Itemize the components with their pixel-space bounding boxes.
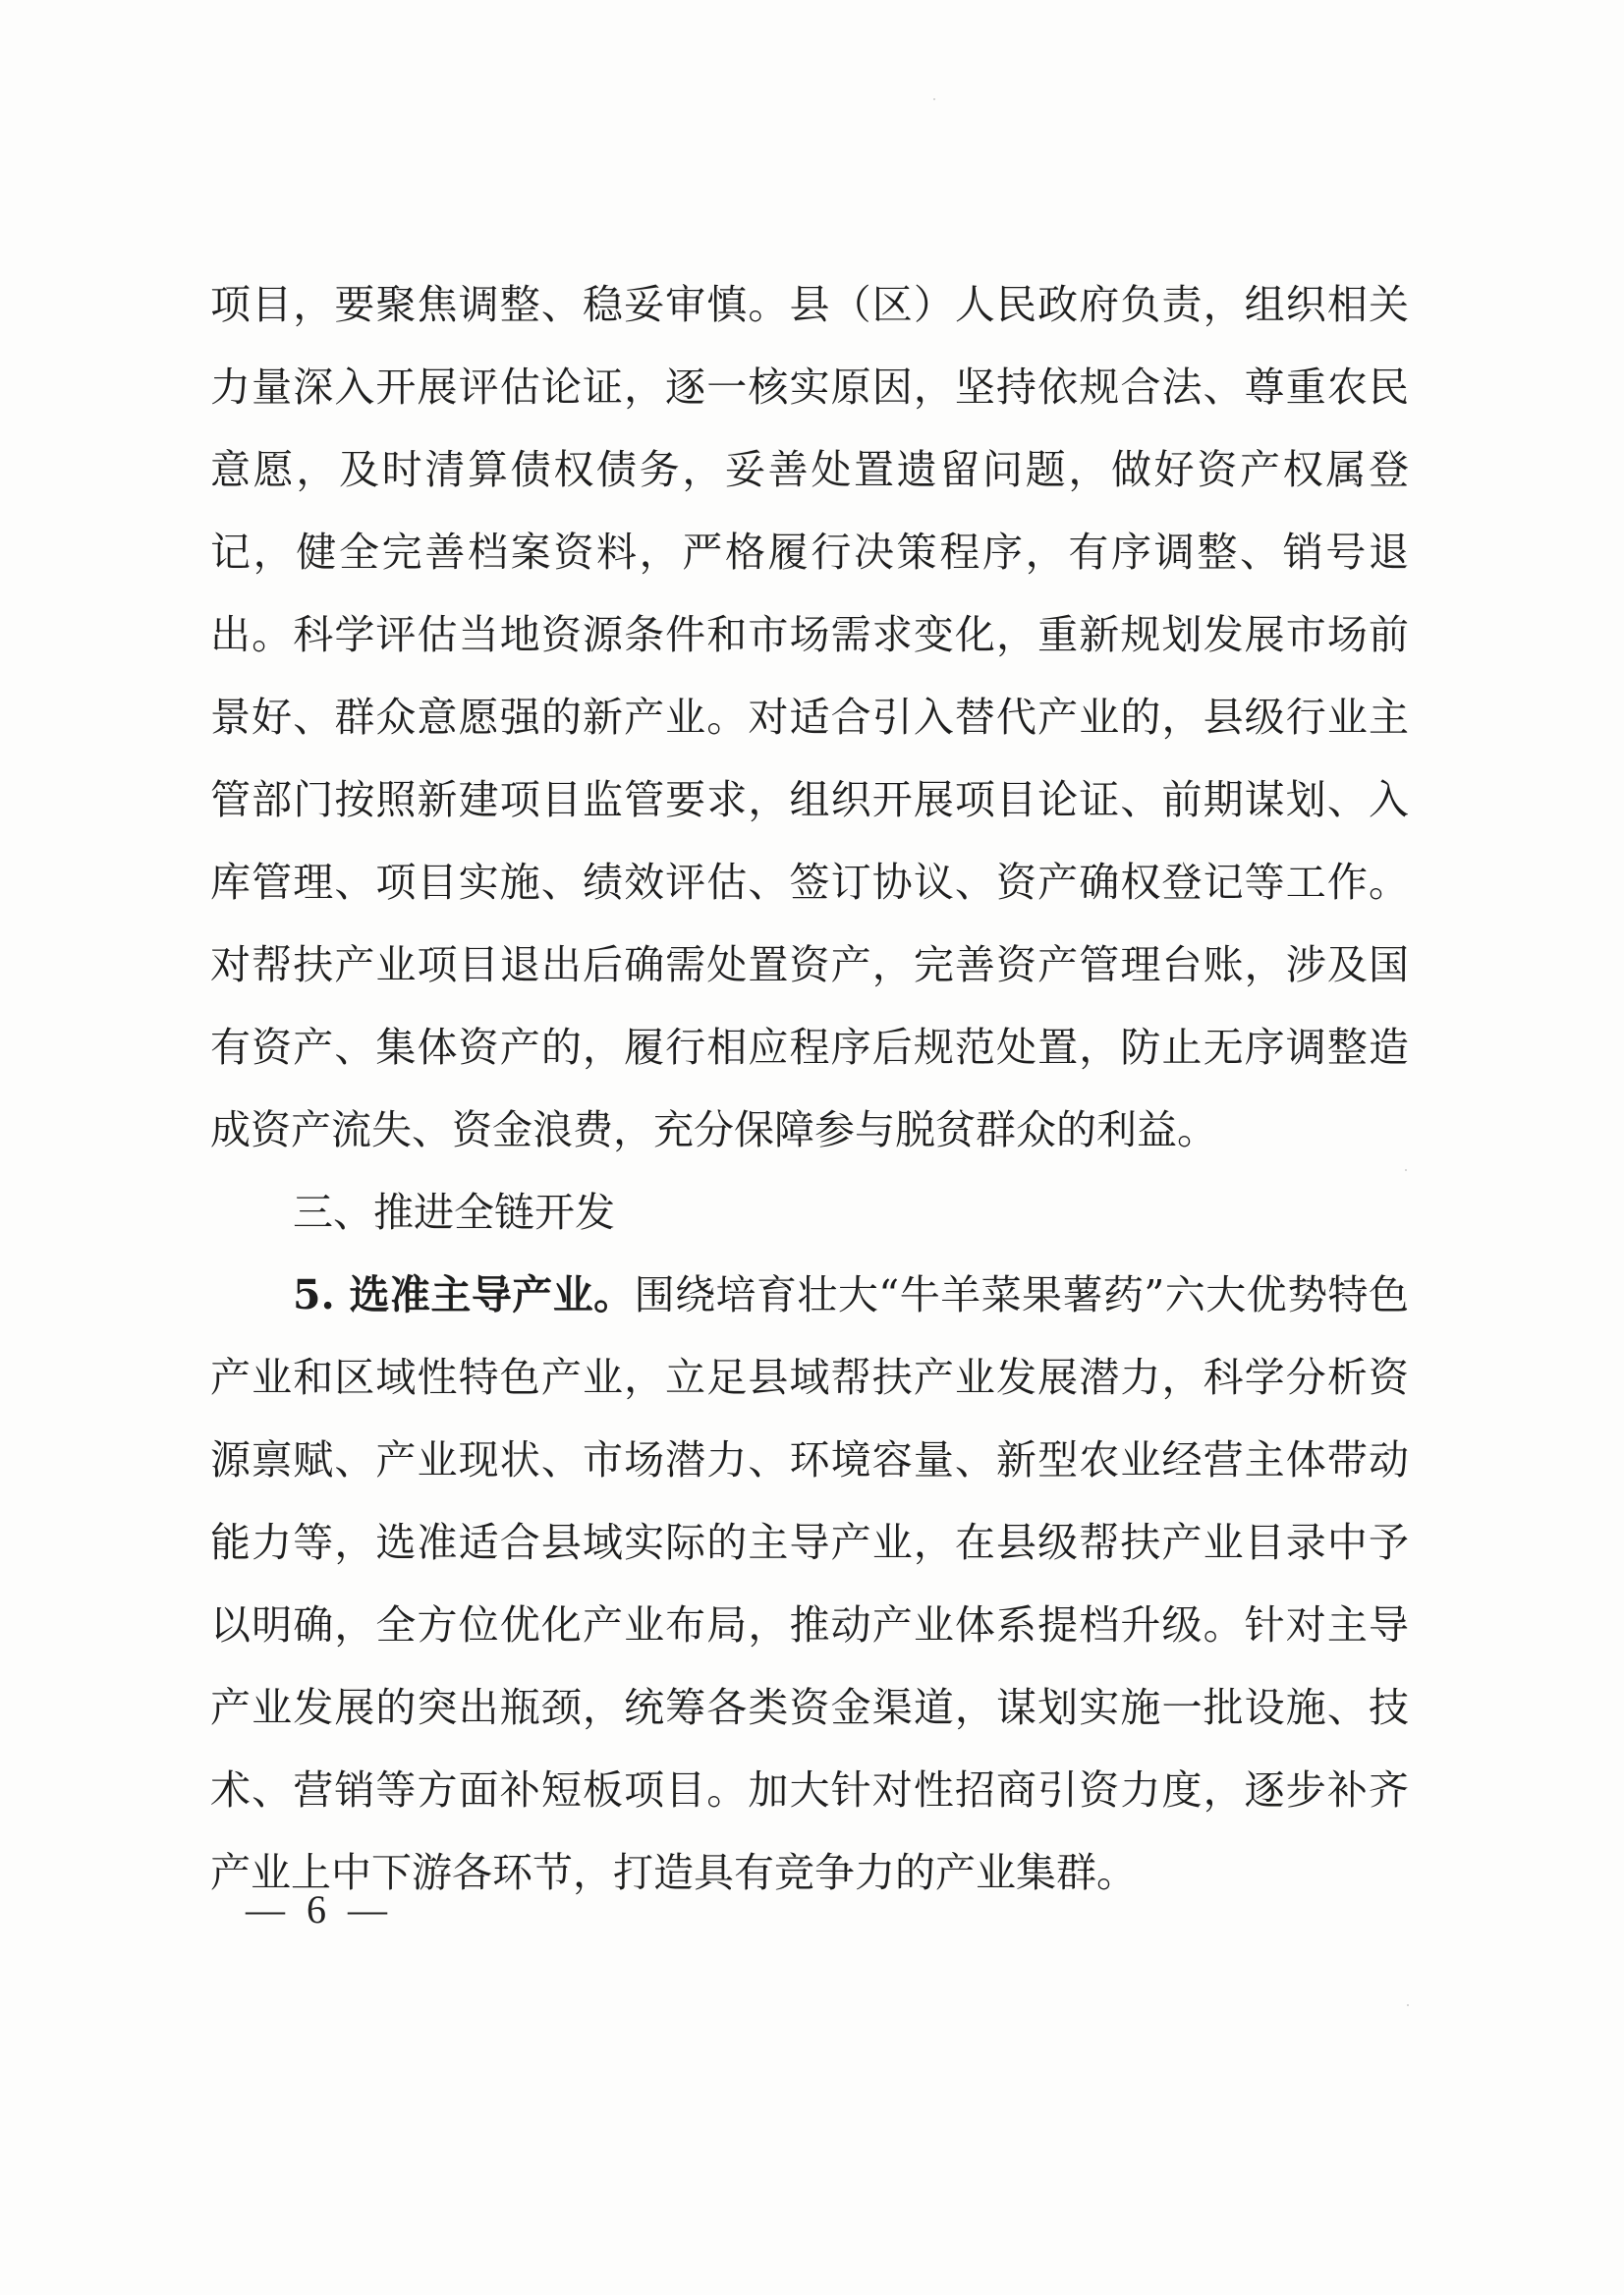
paragraph-item-5 (210, 1254, 1409, 1914)
section-heading: 三、推进全链开发 (293, 1189, 615, 1236)
page-number: — 6 — (246, 1887, 393, 1931)
scan-speck (1405, 1169, 1407, 1171)
scan-speck (933, 98, 935, 100)
scan-speck (1407, 2004, 1409, 2006)
paragraph-continuation: 项目，要聚焦调整、稳妥审慎。县（区）人民政府负责，组织相关力量深入开展评估论证，逐一核实原因，坚持依规合法、尊重农民意愿，及时清算债权债务，妥善处置遗留问题，做好资产权属登记，健全完善档案资料，严格履行决策程序，有序调整、销号退出。科学评估当地资源条件和市场需求变化，重新规划发展市场前景好、群众意愿强的新产业。对适合引入替代产业的，县级行业主管部门按照新建项目监管要求，组织开展项目论证、前期谋划、入库管理、项目实施、绩效评估、签订协议、资产确权登记等工作。对帮扶产业项目退出后确需处置资产，完善资产管理台账，涉及国有资产、集体资产的，履行相应程序后规范处置，防止无序调整造成资产流失、资金浪费，充分保障参与脱贫群众的利益。 (210, 281, 1409, 1153)
item-5-lead: 5. 选准主导产业。 (293, 1271, 635, 1318)
document-body (210, 263, 1409, 1914)
item-5-text: 围绕培育壮大“牛羊菜果薯药”六大优势特色产业和区域性特色产业，立足县域帮扶产业发展潜力，科学分析资源禀赋、产业现状、市场潜力、环境容量、新型农业经营主体带动能力等，选准适合县域实际的主导产业，在县级帮扶产业目录中予以明确，全方位优化产业布局，推动产业体系提档升级。针对主导产业发展的突出瓶颈，统筹各类资金渠道，谋划实施一批设施、技术、营销等方面补短板项目。加大针对性招商引资力度，逐步补齐产业上中下游各环节，打造具有竞争力的产业集群。 (210, 1271, 1410, 1896)
